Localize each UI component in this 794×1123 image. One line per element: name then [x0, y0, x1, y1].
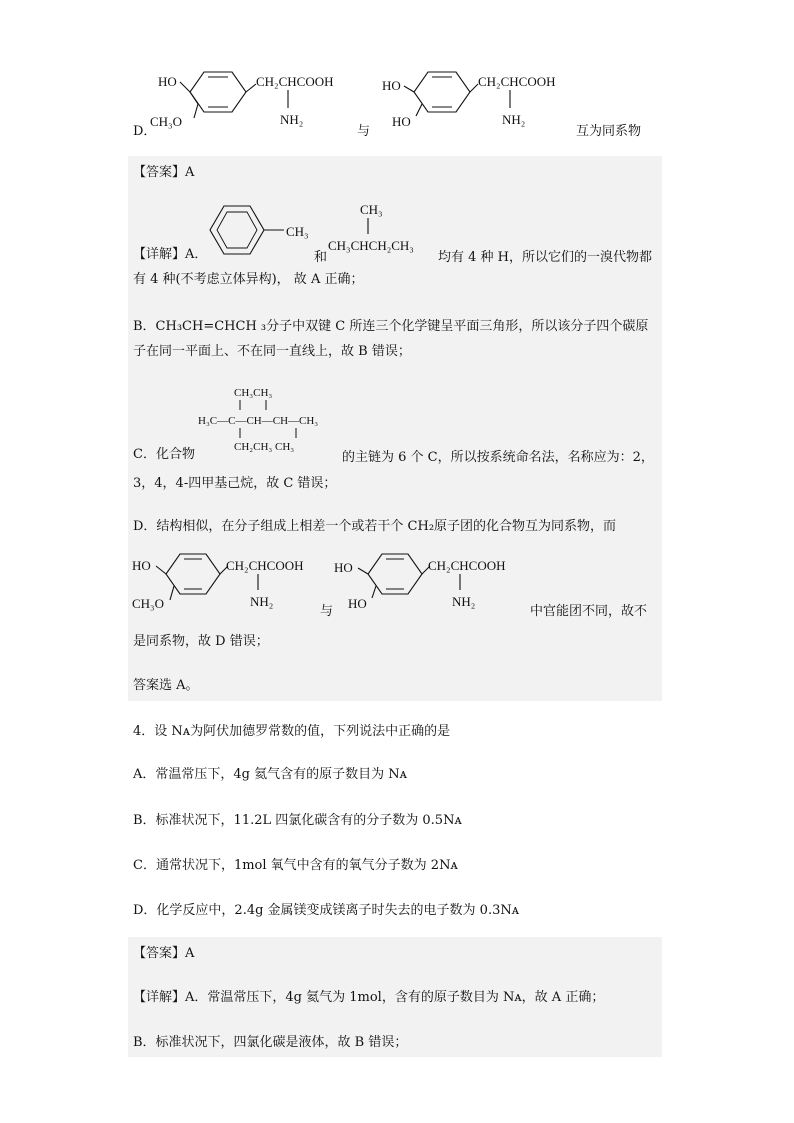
d-mol1-chain: CH₂CHCOOH	[226, 558, 304, 573]
compound-c-structure	[196, 384, 356, 464]
compound-c-main: H₃C—C—CH—CH—CH₃	[198, 415, 319, 427]
conclusion: 答案选 A。	[133, 678, 199, 693]
mol2-chain: CH₂CHCOOH	[478, 74, 556, 89]
detail-c-prefix: C．化合物	[133, 447, 195, 462]
detail-c-suffix: 的主链为 6 个 C，所以按系统命名法，名称应为：2，	[342, 450, 654, 465]
detail-d-molecule-1	[132, 546, 332, 616]
detail-d-connector: 与	[320, 604, 334, 619]
mol1-nh2: NH₂	[280, 112, 304, 127]
d-mol2-ho1: HO	[334, 560, 353, 575]
q4-option-b: B．标准状况下，11.2L 四氯化碳含有的分子数为 0.5Nᴀ	[133, 813, 462, 828]
detail-a-suffix: 均有 4 种 H，所以它们的一溴代物都	[438, 250, 653, 265]
d-mol2-ho2: HO	[348, 596, 367, 611]
d-mol1-ho: HO	[132, 558, 151, 573]
detail-a-line2: 有 4 种(不考虑立体异构)， 故 A 正确；	[133, 272, 364, 287]
option-d-label: D．	[133, 124, 157, 139]
toluene-structure	[204, 200, 324, 270]
detail-b-line1: B．CH₃CH=CHCH ₃分子中双键 C 所连三个化学键呈平面三角形，所以该分子四个碳原	[133, 319, 649, 334]
detail-d-tail: 中官能团不同，故不	[530, 604, 648, 619]
q4-detail-b: B．标准状况下，四氯化碳是液体，故 B 错误；	[133, 1035, 408, 1050]
detail-d-line3: 是同系物，故 D 错误；	[133, 634, 269, 649]
q4-option-a: A．常温常压下，4g 氦气含有的原子数目为 Nᴀ	[133, 767, 407, 782]
isopentane-main: CH₃CHCH₂CH₃	[328, 238, 414, 253]
option-d-tail: 互为同系物	[576, 124, 642, 139]
mol1-chain: CH₂CHCOOH	[256, 74, 334, 89]
d-mol2-nh2: NH₂	[452, 594, 476, 609]
mol2-ho1: HO	[382, 78, 401, 93]
d-mol1-och3: CH₃O	[132, 596, 164, 611]
detail-d-molecule-2	[334, 546, 534, 616]
compound-c-bottom: CH₂CH₃ CH₃	[234, 441, 295, 453]
mol2-nh2: NH₂	[502, 112, 526, 127]
q4-stem: 4．设 Nᴀ为阿伏加德罗常数的值，下列说法中正确的是	[133, 724, 451, 739]
option-d-molecule-1	[150, 62, 370, 134]
detail-a-prefix: 【详解】A．	[133, 247, 208, 262]
q4-option-d: D．化学反应中，2.4g 金属镁变成镁离子时失去的电子数为 0.3Nᴀ	[133, 903, 520, 918]
d-mol2-chain: CH₂CHCOOH	[428, 558, 506, 573]
mol1-och3: CH₃O	[150, 114, 182, 129]
q4-detail-a: 【详解】A．常温常压下，4g 氦气为 1mol，含有的原子数目为 Nᴀ，故 A 正确；	[133, 990, 605, 1005]
mol2-ho2: HO	[392, 114, 411, 129]
d-mol1-nh2: NH₂	[250, 594, 274, 609]
q4-option-c: C．通常状况下，1mol 氧气中含有的氧气分子数为 2Nᴀ	[133, 858, 458, 873]
option-d-molecule-2	[382, 62, 582, 134]
compound-c-top: CH₃CH₃	[234, 387, 273, 399]
detail-b-line2: 子在同一平面上、不在同一直线上，故 B 错误；	[133, 344, 411, 359]
toluene-ch3: CH₃	[286, 224, 309, 239]
detail-c-line2: 3，4，4-四甲基己烷，故 C 错误；	[133, 476, 337, 491]
answer-1: 【答案】A	[133, 165, 195, 180]
isopentane-structure	[328, 200, 448, 260]
q4-answer: 【答案】A	[133, 946, 195, 961]
detail-d-line1: D．结构相似，在分子组成上相差一个或若干个 CH₂原子团的化合物互为同系物，而	[133, 519, 617, 534]
detail-a-and: 和	[314, 250, 328, 265]
option-d-connector: 与	[357, 124, 371, 139]
mol1-ho: HO	[158, 74, 177, 89]
isopentane-branch: CH₃	[360, 202, 383, 217]
